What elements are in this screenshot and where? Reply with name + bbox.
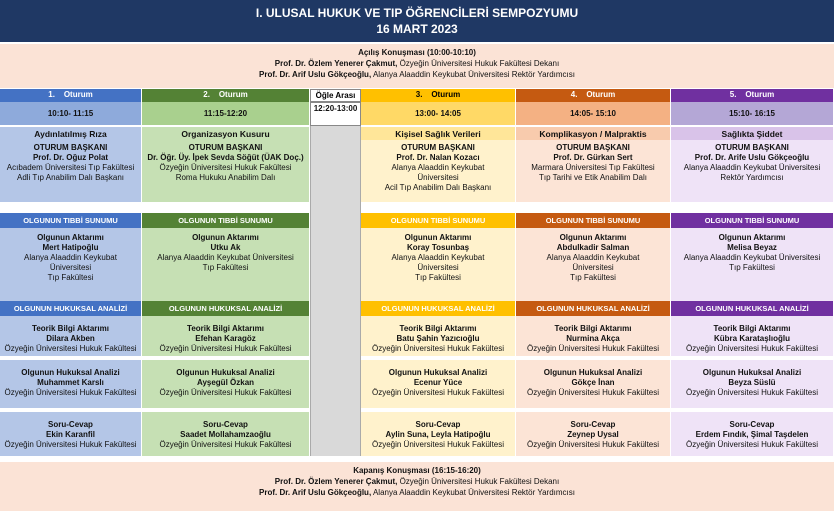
session-chair-line: Adli Tıp Anabilim Dalı Başkanı xyxy=(16,173,124,182)
theory-presentation-line: Nurmina Akça xyxy=(566,334,620,343)
session-chair-line: Acil Tıp Anabilim Dalı Başkanı xyxy=(384,183,492,192)
medical-presentation-label: OLGUNUN TIBBİ SUNUMU xyxy=(516,213,671,228)
medical-presentation xyxy=(0,228,142,301)
page-date: 16 MART 2023 xyxy=(376,22,458,36)
theory-presentation xyxy=(671,316,834,356)
spacer xyxy=(361,202,516,213)
legal-analysis-label: OLGUNUN HUKUKSAL ANALİZİ xyxy=(671,301,834,316)
session-time: 15:10- 16:15 xyxy=(671,102,834,125)
legal-analysis-line: Olgunun Hukuksal Analizi xyxy=(543,368,643,377)
legal-analysis xyxy=(516,360,671,408)
speaker-affiliation: Alanya Alaaddin Keykubat Üniversitesi Rektör Yardımcısı xyxy=(371,488,575,497)
session-chair-line: Acıbadem Üniversitesi Tıp Fakültesi xyxy=(6,163,135,172)
theory-presentation-line: Dilara Akben xyxy=(46,334,95,343)
medical-presentation-line: Tıp Fakültesi xyxy=(415,273,461,282)
qa-session-line: Soru-Cevap xyxy=(729,420,775,429)
session-header: 3. Oturum xyxy=(361,89,516,102)
medical-presentation-line: Tıp Fakültesi xyxy=(729,263,775,272)
session-chair xyxy=(516,140,671,202)
lunch-column xyxy=(310,89,361,456)
session-chair-line: Alanya Alaaddin Keykubat xyxy=(391,163,485,172)
medical-presentation-line: Olgunun Aktarımı xyxy=(404,233,472,242)
session-chair-line: Rektör Yardımcısı xyxy=(720,173,784,182)
qa-session xyxy=(361,412,516,456)
speaker-name: Prof. Dr. Arif Uslu Gökçeoğlu, xyxy=(259,488,372,497)
theory-presentation-line: Teorik Bilgi Aktarımı xyxy=(187,324,264,333)
theory-presentation-line: Batu Şahin Yazıcıoğlu xyxy=(396,334,480,343)
header-banner xyxy=(0,0,834,42)
theory-presentation-line: Kübra Karataşlıoğlu xyxy=(713,334,790,343)
medical-presentation-line: Üniversitesi xyxy=(417,263,459,272)
opening-title: Açılış Konuşması (10:00-10:10) xyxy=(358,48,476,57)
medical-presentation-line: Olgunun Aktarımı xyxy=(192,233,259,242)
legal-analysis xyxy=(361,360,516,408)
spacer xyxy=(0,202,142,213)
session-chair-line: OTURUM BAŞKANI xyxy=(188,143,263,152)
theory-presentation-line: Özyeğin Üniversitesi Hukuk Fakültesi xyxy=(159,344,292,353)
closing-speaker xyxy=(0,487,834,498)
legal-analysis-line: Olgunun Hukuksal Analizi xyxy=(388,368,488,377)
speaker-name: Prof. Dr. Özlem Yenerer Çakmut, xyxy=(274,59,398,68)
legal-analysis-line: Özyeğin Üniversitesi Hukuk Fakültesi xyxy=(159,388,292,397)
medical-presentation-line: Alanya Alaaddin Keykubat Üniversitesi xyxy=(683,253,821,262)
qa-session-line: Aylin Suna, Leyla Hatipoğlu xyxy=(385,430,491,439)
speaker-affiliation: Alanya Alaaddin Keykubat Üniversitesi Rektör Yardımcısı xyxy=(371,70,575,79)
session-header: 5. Oturum xyxy=(671,89,834,102)
session-chair xyxy=(671,140,834,202)
lunch-label: Öğle Arası xyxy=(310,89,361,102)
closing-speaker xyxy=(0,476,834,487)
legal-analysis-line: Özyeğin Üniversitesi Hukuk Fakültesi xyxy=(526,388,660,397)
theory-presentation-line: Teorik Bilgi Aktarımı xyxy=(713,324,791,333)
qa-session xyxy=(142,412,310,456)
session-header: 1. Oturum xyxy=(0,89,142,102)
legal-analysis-line: Olgunun Hukuksal Analizi xyxy=(21,368,120,377)
qa-session-line: Soru-Cevap xyxy=(415,420,461,429)
medical-presentation-line: Tıp Fakültesi xyxy=(47,273,94,282)
session-chair-line: OTURUM BAŞKANI xyxy=(715,143,789,152)
opening-speaker xyxy=(0,69,834,80)
theory-presentation xyxy=(516,316,671,356)
session-topic: Organizasyon Kusuru xyxy=(142,126,310,140)
theory-presentation xyxy=(142,316,310,356)
theory-presentation-line: Özyeğin Üniversitesi Hukuk Fakültesi xyxy=(4,344,137,353)
session-chair-line: OTURUM BAŞKANI xyxy=(556,143,630,152)
session-chair-line: Prof. Dr. Arife Uslu Gökçeoğlu xyxy=(694,153,810,162)
medical-presentation-line: Abdulkadir Salman xyxy=(556,243,630,252)
qa-session xyxy=(516,412,671,456)
theory-presentation-line: Özyeğin Üniversitesi Hukuk Fakültesi xyxy=(371,344,505,353)
page-title: I. ULUSAL HUKUK VE TIP ÖĞRENCİLERİ SEMPOZYUMU xyxy=(255,6,579,20)
session-chair-line: OTURUM BAŞKANI xyxy=(33,143,108,152)
qa-session xyxy=(0,412,142,456)
legal-analysis-line: Muhammet Karslı xyxy=(37,378,104,387)
theory-presentation-line: Teorik Bilgi Aktarımı xyxy=(554,324,632,333)
qa-session-line: Özyeğin Üniversitesi Hukuk Fakültesi xyxy=(159,440,292,449)
qa-session-line: Saadet Mollahamzaoğlu xyxy=(180,430,271,439)
legal-analysis-label: OLGUNUN HUKUKSAL ANALİZİ xyxy=(142,301,310,316)
legal-analysis-line: Olgunun Hukuksal Analizi xyxy=(702,368,802,377)
theory-presentation-line: Efehan Karagöz xyxy=(195,334,256,343)
medical-presentation-label: OLGUNUN TIBBİ SUNUMU xyxy=(142,213,310,228)
qa-session-line: Ekin Karanfil xyxy=(46,430,95,439)
session-topic: Aydınlatılmış Rıza xyxy=(0,126,142,140)
lunch-time: 12:20-13:00 xyxy=(310,102,361,126)
speaker-name: Prof. Dr. Özlem Yenerer Çakmut, xyxy=(274,477,398,486)
legal-analysis-line: Beyza Süslü xyxy=(728,378,776,387)
legal-analysis-label: OLGUNUN HUKUKSAL ANALİZİ xyxy=(0,301,142,316)
medical-presentation xyxy=(671,228,834,301)
theory-presentation-line: Teorik Bilgi Aktarımı xyxy=(399,324,477,333)
session-time: 10:10- 11:15 xyxy=(0,102,142,125)
legal-analysis-line: Ayşegül Özkan xyxy=(196,378,255,387)
medical-presentation-label: OLGUNUN TIBBİ SUNUMU xyxy=(361,213,516,228)
opening-section xyxy=(0,44,834,88)
session-chair-line: Üniversitesi xyxy=(417,173,459,182)
session-topic: Komplikasyon / Malpraktis xyxy=(516,126,671,140)
medical-presentation-line: Üniversitesi xyxy=(572,263,614,272)
legal-analysis xyxy=(0,360,142,408)
session-header: 2. Oturum xyxy=(142,89,310,102)
medical-presentation-label: OLGUNUN TIBBİ SUNUMU xyxy=(671,213,834,228)
session-topic: Kişisel Sağlık Verileri xyxy=(361,126,516,140)
session-chair-line: OTURUM BAŞKANI xyxy=(401,143,475,152)
session-time: 13:00- 14:05 xyxy=(361,102,516,125)
session-chair-line: Dr. Öğr. Üy. İpek Sevda Söğüt (ÜAK Doç.) xyxy=(147,153,304,162)
qa-session-line: Özyeğin Üniversitesi Hukuk Fakültesi xyxy=(4,440,137,449)
medical-presentation-line: Olgunun Aktarımı xyxy=(718,233,786,242)
theory-presentation-line: Özyeğin Üniversitesi Hukuk Fakültesi xyxy=(526,344,660,353)
qa-session-line: Soru-Cevap xyxy=(570,420,616,429)
medical-presentation xyxy=(361,228,516,301)
session-chair-line: Roma Hukuku Anabilim Dalı xyxy=(175,173,276,182)
session-topic: Sağlıkta Şiddet xyxy=(671,126,834,140)
session-time: 11:15-12:20 xyxy=(142,102,310,125)
medical-presentation-line: Melisa Beyaz xyxy=(727,243,777,252)
medical-presentation xyxy=(142,228,310,301)
medical-presentation-label: OLGUNUN TIBBİ SUNUMU xyxy=(0,213,142,228)
session-chair xyxy=(361,140,516,202)
theory-presentation xyxy=(0,316,142,356)
session-chair-line: Alanya Alaaddin Keykubat Üniversitesi xyxy=(683,163,821,172)
qa-session-line: Özyeğin Üniversitesi Hukuk Fakültesi xyxy=(526,440,660,449)
medical-presentation-line: Tıp Fakültesi xyxy=(202,263,249,272)
session-chair-line: Prof. Dr. Gürkan Sert xyxy=(553,153,633,162)
legal-analysis-label: OLGUNUN HUKUKSAL ANALİZİ xyxy=(516,301,671,316)
medical-presentation-line: Olgunun Aktarımı xyxy=(559,233,627,242)
qa-session-line: Zeynep Uysal xyxy=(567,430,619,439)
medical-presentation-line: Koray Tosunbaş xyxy=(406,243,470,252)
session-chair xyxy=(0,140,142,202)
session-chair-line: Özyeğin Üniversitesi Hukuk Fakültesi xyxy=(159,163,292,172)
medical-presentation-line: Alanya Alaaddin Keykubat xyxy=(391,253,485,262)
spacer xyxy=(671,202,834,213)
legal-analysis xyxy=(142,360,310,408)
medical-presentation-line: Alanya Alaaddin Keykubat Üniversitesi xyxy=(157,253,294,262)
legal-analysis-line: Özyeğin Üniversitesi Hukuk Fakültesi xyxy=(4,388,137,397)
session-chair-line: Prof. Dr. Nalan Kozacı xyxy=(396,153,480,162)
legal-analysis-line: Özyeğin Üniversitesi Hukuk Fakültesi xyxy=(371,388,505,397)
legal-analysis-line: Olgunun Hukuksal Analizi xyxy=(176,368,275,377)
speaker-name: Prof. Dr. Arif Uslu Gökçeoğlu, xyxy=(259,70,372,79)
closing-section xyxy=(0,462,834,511)
qa-session xyxy=(671,412,834,456)
spacer xyxy=(516,202,671,213)
medical-presentation-line: Alanya Alaaddin Keykubat xyxy=(546,253,640,262)
session-chair xyxy=(142,140,310,202)
theory-presentation xyxy=(361,316,516,356)
session-chair-line: Tıp Tarihi ve Etik Anabilim Dalı xyxy=(539,173,647,182)
qa-session-line: Soru-Cevap xyxy=(48,420,93,429)
medical-presentation-line: Olgunun Aktarımı xyxy=(37,233,104,242)
medical-presentation-line: Tıp Fakültesi xyxy=(570,273,616,282)
session-chair-line: Prof. Dr. Oğuz Polat xyxy=(32,153,109,162)
speaker-affiliation: Özyeğin Üniversitesi Hukuk Fakültesi Dekanı xyxy=(397,59,560,68)
opening-speaker xyxy=(0,58,834,69)
session-chair-line: Marmara Üniversitesi Tıp Fakültesi xyxy=(531,163,655,172)
legal-analysis-line: Gökçe İnan xyxy=(571,378,615,387)
qa-session-line: Soru-Cevap xyxy=(203,420,248,429)
theory-presentation-line: Özyeğin Üniversitesi Hukuk Fakültesi xyxy=(685,344,819,353)
medical-presentation-line: Üniversitesi xyxy=(49,263,92,272)
session-header: 4. Oturum xyxy=(516,89,671,102)
session-time: 14:05- 15:10 xyxy=(516,102,671,125)
medical-presentation-line: Alanya Alaaddin Keykubat xyxy=(24,253,117,262)
legal-analysis xyxy=(671,360,834,408)
spacer xyxy=(142,202,310,213)
medical-presentation-line: Mert Hatipoğlu xyxy=(42,243,99,252)
medical-presentation-line: Utku Ak xyxy=(210,243,241,252)
legal-analysis-label: OLGUNUN HUKUKSAL ANALİZİ xyxy=(361,301,516,316)
legal-analysis-line: Özyeğin Üniversitesi Hukuk Fakültesi xyxy=(685,388,819,397)
legal-analysis-line: Ecenur Yüce xyxy=(413,378,463,387)
qa-session-line: Özyeğin Üniversitesi Hukuk Fakültesi xyxy=(685,440,819,449)
qa-session-line: Özyeğin Üniversitesi Hukuk Fakültesi xyxy=(371,440,505,449)
medical-presentation xyxy=(516,228,671,301)
theory-presentation-line: Teorik Bilgi Aktarımı xyxy=(32,324,109,333)
closing-title: Kapanış Konuşması (16:15-16:20) xyxy=(353,466,481,475)
speaker-affiliation: Özyeğin Üniversitesi Hukuk Fakültesi Dekanı xyxy=(397,477,560,486)
qa-session-line: Erdem Fındık, Şimal Taşdelen xyxy=(695,430,809,439)
